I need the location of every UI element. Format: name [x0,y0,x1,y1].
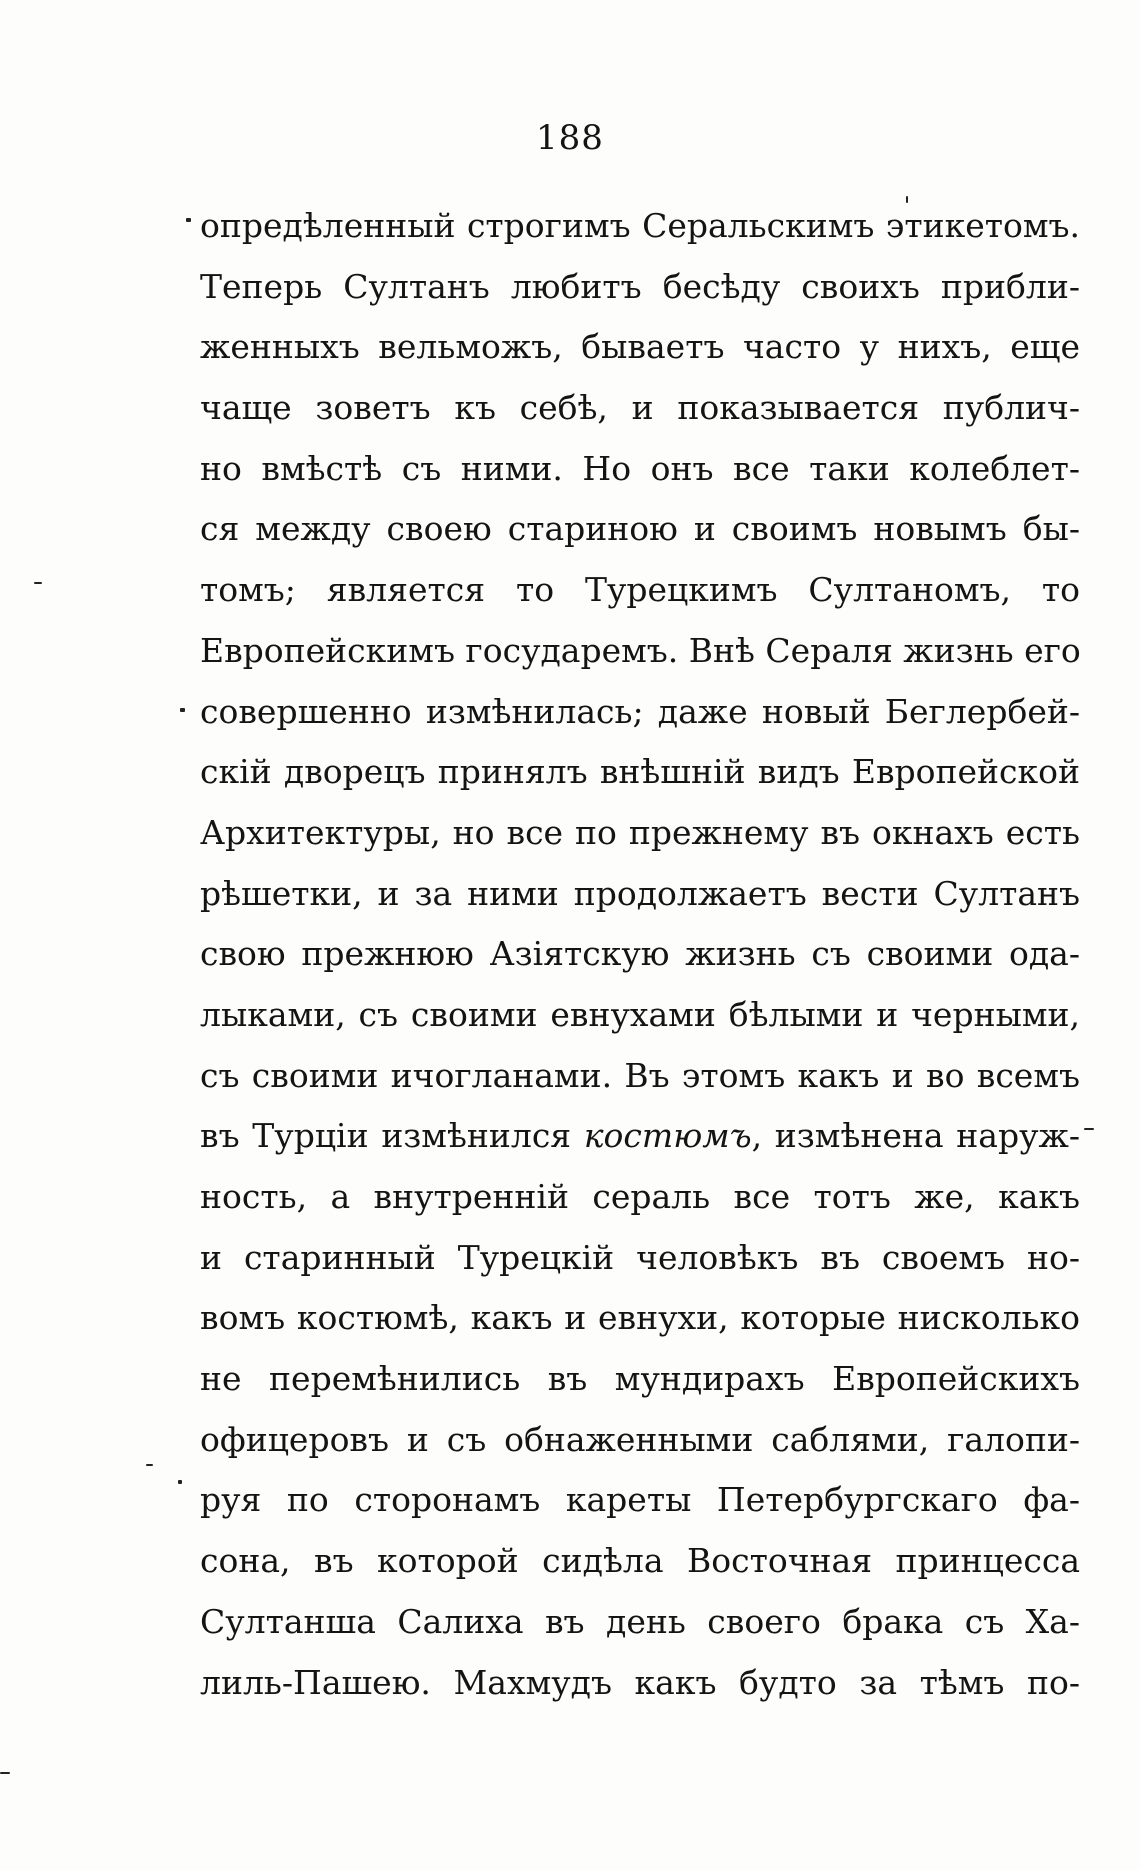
text-line-12: рѣшетки, и за ними продолжаетъ вести Султанъ [200,873,1080,913]
text-line-24: Султанша Салиха въ день своего брака съ Ха- [200,1601,1080,1641]
scan-speck [178,1480,182,1484]
scan-speck [0,1772,10,1774]
text-line-10: скій дворецъ принялъ внѣшній видъ Европейской [200,752,1080,792]
text-line-18: и старинный Турецкій человѣкъ въ своемъ но- [200,1237,1080,1277]
text-line-3: женныхъ вельможъ, бываетъ часто у нихъ, еще [200,327,1080,367]
text-line-13: свою прежнюю Азіятскую жизнь съ своими ода- [200,934,1080,974]
text-line-16-after: , измѣнена наруж- [751,1116,1080,1156]
text-line-14: лыками, съ своими евнухами бѣлыми и черными, [200,994,1080,1034]
text-line-19: вомъ костюмѣ, какъ и евнухи, которые нисколько [200,1298,1080,1338]
text-line-8: Европейскимъ государемъ. Внѣ Сераля жизнь его [200,630,1081,670]
text-line-11: Архитектуры, но все по прежнему въ окнахъ есть [200,812,1080,852]
text-line-23: сона, въ которой сидѣла Восточная принцесса [200,1541,1080,1581]
scan-speck [34,582,42,584]
scan-speck [1084,1128,1094,1130]
text-line-17: ность, а внутренній сераль все тотъ же, какъ [200,1177,1080,1216]
scan-speck [180,708,185,712]
text-line-22: руя по сторонамъ кареты Петербургскаго фа- [200,1480,1080,1520]
text-line-5: но вмѣстѣ съ ними. Но онъ все таки колеблет- [200,448,1080,488]
text-line-21: офицеровъ и съ обнаженными саблями, галопи- [200,1419,1080,1459]
text-line-9: совершенно измѣнилась; даже новый Беглербей- [200,691,1080,731]
scan-speck [186,218,191,222]
text-line-4: чаще зоветъ къ себѣ, и показывается публич- [200,388,1080,428]
italic-word-kostyum: костюмъ [583,1116,752,1156]
page-number: 188 [536,118,604,158]
body-text [200,196,1080,1713]
text-line-15: съ своими ичогланами. Въ этомъ какъ и во всемъ [200,1055,1080,1095]
text-line-7: томъ; является то Турецкимъ Султаномъ, то [200,570,1080,610]
text-line-16-before: въ Турціи измѣнился [200,1116,584,1156]
text-line-6: ся между своею стариною и своимъ новымъ бы- [200,509,1080,549]
text-line-20: не перемѣнились въ мундирахъ Европейскихъ [200,1359,1080,1399]
scan-speck [906,196,908,203]
scan-speck [146,1464,153,1466]
text-line-1: опредѣленный строгимъ Серальскимъ этикетомъ. [200,206,1080,245]
text-line-25: лиль-Пашею. Махмудъ какъ будто за тѣмъ по- [200,1662,1080,1702]
text-line-2: Теперь Султанъ любитъ бесѣду своихъ прибли- [200,266,1080,306]
text-line-16 [200,1106,1080,1167]
